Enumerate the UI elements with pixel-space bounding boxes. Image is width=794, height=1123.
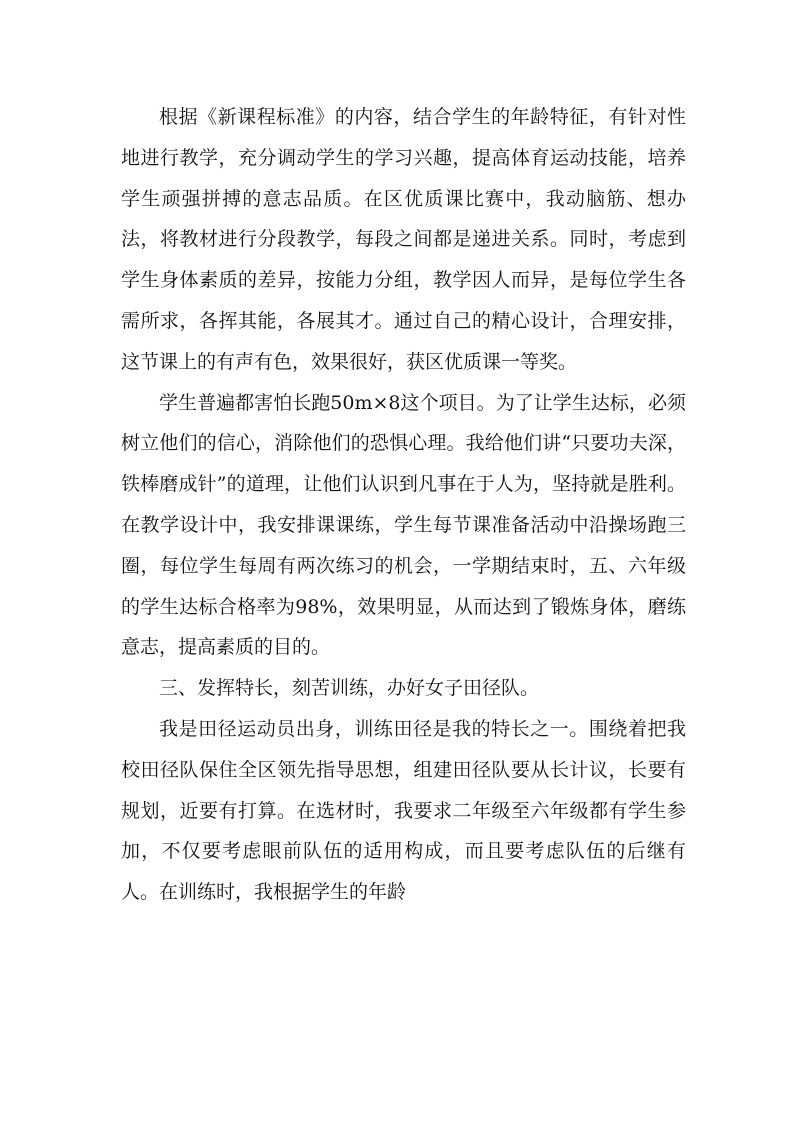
document-body	[121, 97, 686, 913]
paragraph-track-training: 我是田径运动员出身，训练田径是我的特长之一。围绕着把我校田径队保住全区领先指导思想，组建田径队要从长计议，长要有规划，近要有打算。在选材时，我要求二年级至六年级都有学生参加，不仅要考虑眼前队伍的适用构成，而且要考虑队伍的后继有人。在训练时，我根据学生的年龄	[121, 717, 686, 904]
section-heading-track-team: 三、发挥特长，刻苦训练，办好女子田径队。	[159, 677, 540, 700]
paragraph-teaching-method: 根据《新课程标准》的内容，结合学生的年龄特征，有针对性地进行教学，充分调动学生的学习兴趣，提高体育运动技能，培养学生顽强拼搏的意志品质。在区优质课比赛中，我动脑筋、想办法，将教材进行分段教学，每段之间都是递进关系。同时，考虑到学生身体素质的差异，按能力分组，教学因人而异，是每位学生各需所求，各挥其能，各展其才。通过自己的精心设计，合理安排，这节课上的有声有色，效果很好，获区优质课一等奖。	[121, 106, 686, 373]
paragraph-long-distance-running: 学生普遍都害怕长跑50m×8这个项目。为了让学生达标，必须树立他们的信心，消除他们的恐惧心理。我给他们讲“只要功夫深，铁棒磨成针”的道理，让他们认识到凡事在于人为，坚持就是胜利。在教学设计中，我安排课课练，学生每节课准备活动中沿操场跑三圈，每位学生每周有两次练习的机会，一学期结束时，五、六年级的学生达标合格率为98%，效果明显，从而达到了锻炼身体，磨练意志，提高素质的目的。	[121, 391, 686, 659]
